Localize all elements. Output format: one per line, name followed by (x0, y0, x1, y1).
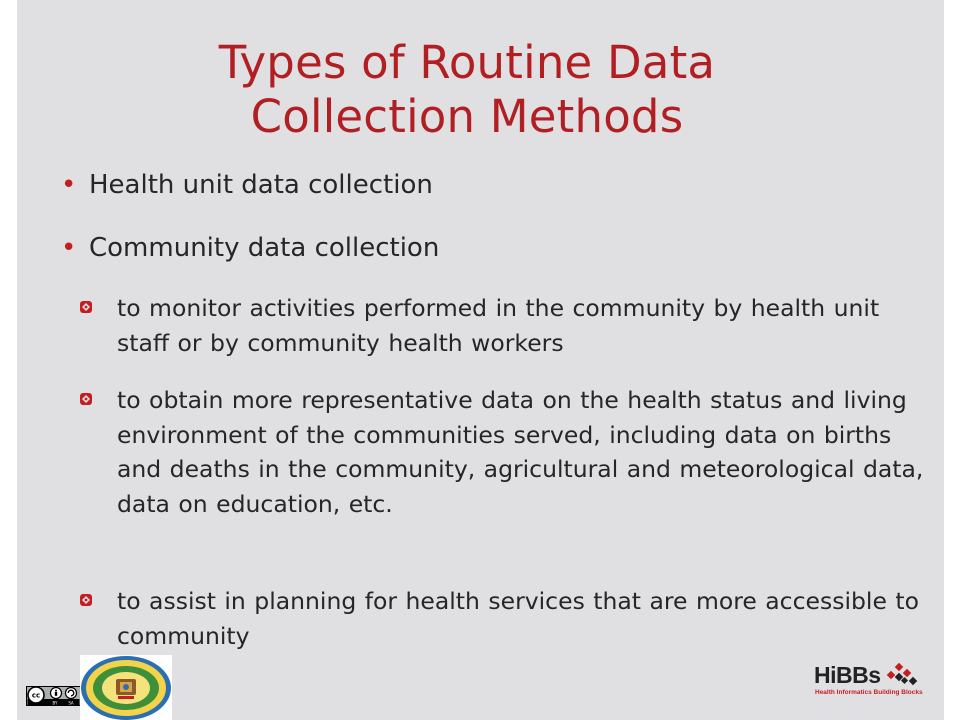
svg-text:SA: SA (68, 700, 74, 706)
logo-name: HiBBs (814, 662, 881, 688)
sub-bullet-text: to obtain more representative data on the health status and living environment of the communities served, including data on births and deaths in the community, agricultural and meteorological data, data on education, etc. (117, 386, 924, 518)
bullet-text: Community data collection (89, 233, 440, 263)
diamond-bullet-icon (79, 392, 93, 406)
diamond-bullet-icon (79, 593, 93, 607)
sub-bullet-text: to assist in planning for health services that are more accessible to community (117, 587, 919, 650)
sub-bullet-text: to monitor activities performed in the community by health unit staff or by community health workers (117, 294, 880, 357)
university-seal-icon (80, 655, 172, 720)
creative-commons-by-sa-icon (26, 686, 81, 706)
svg-text:BY: BY (52, 700, 58, 706)
logo-subtitle: Health Informatics Building Blocks (815, 689, 923, 696)
bullet-dot-icon: • (61, 233, 77, 263)
bullet-dot-icon: • (61, 170, 77, 200)
slide-title-line1: Types of Routine Data (218, 36, 716, 89)
hibbs-logo (814, 660, 926, 700)
slide-title (17, 36, 917, 144)
slide (17, 0, 944, 720)
slide-title-line2: Collection Methods (250, 90, 684, 143)
bullet-text: Health unit data collection (89, 170, 433, 200)
building-blocks-icon (884, 662, 920, 688)
diamond-bullet-icon (79, 300, 93, 314)
svg-text:cc: cc (31, 691, 41, 700)
